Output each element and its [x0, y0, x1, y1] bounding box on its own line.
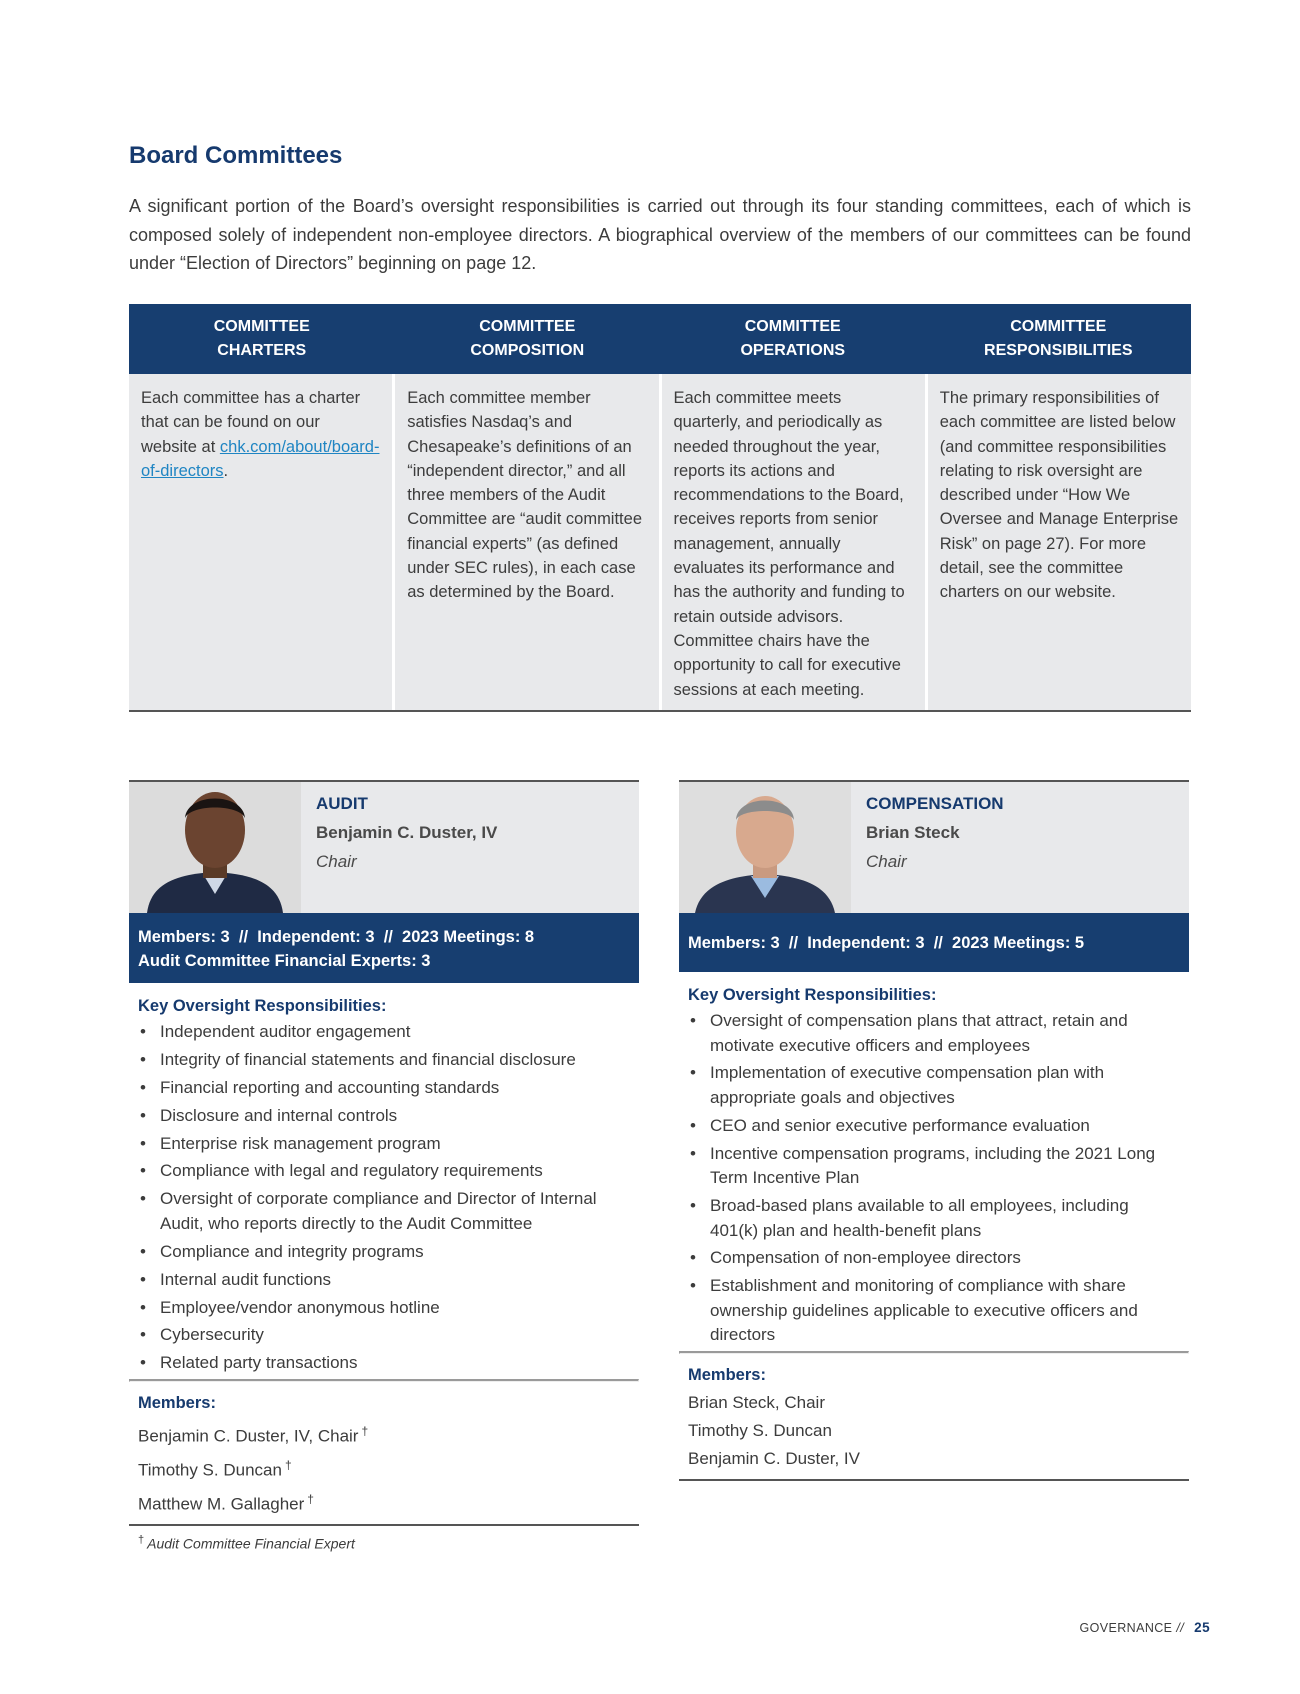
comp-resp-list: [688, 1009, 1180, 1348]
dagger-mark: †: [307, 1491, 314, 1506]
intro-paragraph: A significant portion of the Board’s oversight responsibilities is carried out through its four standing committees, each of which is composed solely of independent non-employee directors. A biographical overview of the members of our committees can be found under “Election of Directors” beginning on page 12.: [129, 196, 1191, 273]
audit-members: [129, 1382, 639, 1526]
charters-text: Each committee has a charter that can be found on our website at: [141, 389, 361, 456]
list-item: • CEO and senior executive performance evaluation: [688, 1114, 1180, 1139]
audit-resp-list: [138, 1020, 630, 1376]
comp-stats-line1: Members: 3 // Independent: 3 // 2023 Meetings: 5: [688, 934, 1085, 952]
header-charters-line2: CHARTERS: [217, 342, 307, 359]
comp-resp-heading: Key Oversight Responsibilities:: [688, 986, 937, 1004]
header-operations-line2: OPERATIONS: [740, 342, 846, 359]
header-composition: [395, 304, 661, 374]
list-item: • Related party transactions: [138, 1351, 630, 1376]
list-item: • Enterprise risk management program: [138, 1132, 630, 1157]
compensation-committee-panel: [679, 780, 1189, 1481]
page-number: 25: [1194, 1620, 1210, 1635]
charters-cell: [129, 374, 392, 710]
responsibilities-cell: The primary responsibilities of each committee are listed below (and committee responsibilities relating to risk oversight are described under “How We Oversee and Manage Enterprise Risk” on page 27). For more detail, see the committee charters on our website.: [925, 374, 1191, 710]
audit-stats-bar: [129, 913, 639, 983]
audit-title: AUDIT: [316, 794, 368, 813]
list-item: • Financial reporting and accounting standards: [138, 1076, 630, 1101]
list-item: • Broad-based plans available to all employees, including 401(k) plan and health-benefit plans: [688, 1194, 1180, 1243]
comp-chair-role: Chair: [866, 852, 907, 871]
list-item: • Incentive compensation programs, including the 2021 Long Term Incentive Plan: [688, 1142, 1180, 1191]
audit-stats-line1: Members: 3 // Independent: 3 // 2023 Meetings: 8: [138, 928, 535, 946]
audit-member-name: Timothy S. Duncan: [138, 1460, 282, 1480]
list-item: • Compliance with legal and regulatory requirements: [138, 1159, 630, 1184]
overview-body-row: [129, 374, 1191, 712]
person-portrait-icon: [129, 782, 301, 913]
list-item: • Establishment and monitoring of compliance with share ownership guidelines applicable to executive officers and directors: [688, 1274, 1180, 1348]
page-footer: [1080, 1620, 1210, 1635]
list-item: • Implementation of executive compensation plan with appropriate goals and objectives: [688, 1061, 1180, 1110]
audit-committee-panel: [129, 780, 639, 1560]
list-item: • Independent auditor engagement: [138, 1020, 630, 1045]
header-composition-line1: COMMITTEE: [479, 318, 576, 335]
header-responsibilities-line1: COMMITTEE: [1010, 318, 1107, 335]
comp-members-heading: Members:: [688, 1366, 766, 1385]
dagger-mark: †: [361, 1424, 369, 1439]
audit-member: [138, 1417, 630, 1451]
footer-separator: //: [1176, 1621, 1185, 1635]
dagger-mark: †: [138, 1534, 145, 1547]
composition-cell: Each committee member satisfies Nasdaq’s and Chesapeake’s definitions of an “independent director,” and all three members of the Audit Committee are “audit committee financial experts” (as defined under SEC rules), in each case as determined by the Board.: [392, 374, 658, 710]
charters-link[interactable]: chk.com/about/board-of-directors: [141, 437, 380, 480]
list-item: • Internal audit functions: [138, 1268, 630, 1293]
comp-chair-photo: [679, 782, 851, 913]
audit-member-name: Benjamin C. Duster, IV, Chair: [138, 1426, 359, 1446]
comp-members: [679, 1354, 1189, 1481]
comp-stats-bar: [679, 913, 1189, 972]
comp-title: COMPENSATION: [866, 794, 1004, 813]
audit-resp-heading: Key Oversight Responsibilities:: [138, 997, 387, 1015]
audit-members-heading: Members:: [138, 1394, 216, 1413]
list-item: • Oversight of corporate compliance and Director of Internal Audit, who reports directly to the Audit Committee: [138, 1187, 630, 1236]
audit-chair-photo: [129, 782, 301, 913]
comp-chair-name: Brian Steck: [866, 823, 960, 842]
comp-panel-header: [679, 780, 1189, 913]
audit-footnote-text: Audit Committee Financial Expert: [147, 1535, 355, 1552]
comp-member: Brian Steck, Chair: [688, 1393, 825, 1413]
overview-header-row: [129, 304, 1191, 374]
footer-section: GOVERNANCE: [1079, 1621, 1173, 1635]
header-responsibilities: [926, 304, 1192, 374]
audit-chair-name: Benjamin C. Duster, IV: [316, 823, 498, 842]
list-item: • Cybersecurity: [138, 1323, 630, 1348]
dagger-mark: †: [284, 1457, 292, 1472]
header-operations: [660, 304, 926, 374]
header-composition-line2: COMPOSITION: [470, 342, 585, 359]
list-item: • Integrity of financial statements and financial disclosure: [138, 1048, 630, 1073]
comp-member: Timothy S. Duncan: [688, 1421, 832, 1441]
header-responsibilities-line2: RESPONSIBILITIES: [984, 342, 1133, 359]
list-item: • Disclosure and internal controls: [138, 1104, 630, 1129]
audit-footnote: [129, 1526, 639, 1560]
committee-overview-table: [129, 304, 1191, 712]
audit-member: [138, 1485, 630, 1519]
header-charters-line1: COMMITTEE: [213, 318, 310, 335]
comp-member: Benjamin C. Duster, IV: [688, 1449, 860, 1469]
audit-stats-line2: Audit Committee Financial Experts: 3: [138, 952, 431, 970]
charters-period: .: [223, 461, 229, 480]
audit-responsibilities: [129, 983, 639, 1376]
audit-chair-role: Chair: [316, 852, 357, 871]
audit-member: [138, 1451, 630, 1485]
operations-cell: Each committee meets quarterly, and periodically as needed throughout the year, reports its actions and recommendations to the Board, receives reports from senior management, annually evaluates its performance and has the authority and funding to retain outside advisors. Committee chairs have the opportunity to call for executive sessions at each meeting.: [659, 374, 925, 710]
list-item: • Compliance and integrity programs: [138, 1240, 630, 1265]
header-charters: [129, 304, 395, 374]
list-item: • Compensation of non-employee directors: [688, 1246, 1180, 1271]
audit-panel-header: [129, 780, 639, 913]
person-portrait-icon: [679, 782, 851, 913]
list-item: • Employee/vendor anonymous hotline: [138, 1296, 630, 1321]
audit-member-name: Matthew M. Gallagher: [138, 1494, 305, 1514]
header-operations-line1: COMMITTEE: [744, 318, 841, 335]
page-title: Board Committees: [129, 142, 343, 169]
list-item: • Oversight of compensation plans that attract, retain and motivate executive officers and employees: [688, 1009, 1180, 1058]
comp-responsibilities: [679, 972, 1189, 1348]
